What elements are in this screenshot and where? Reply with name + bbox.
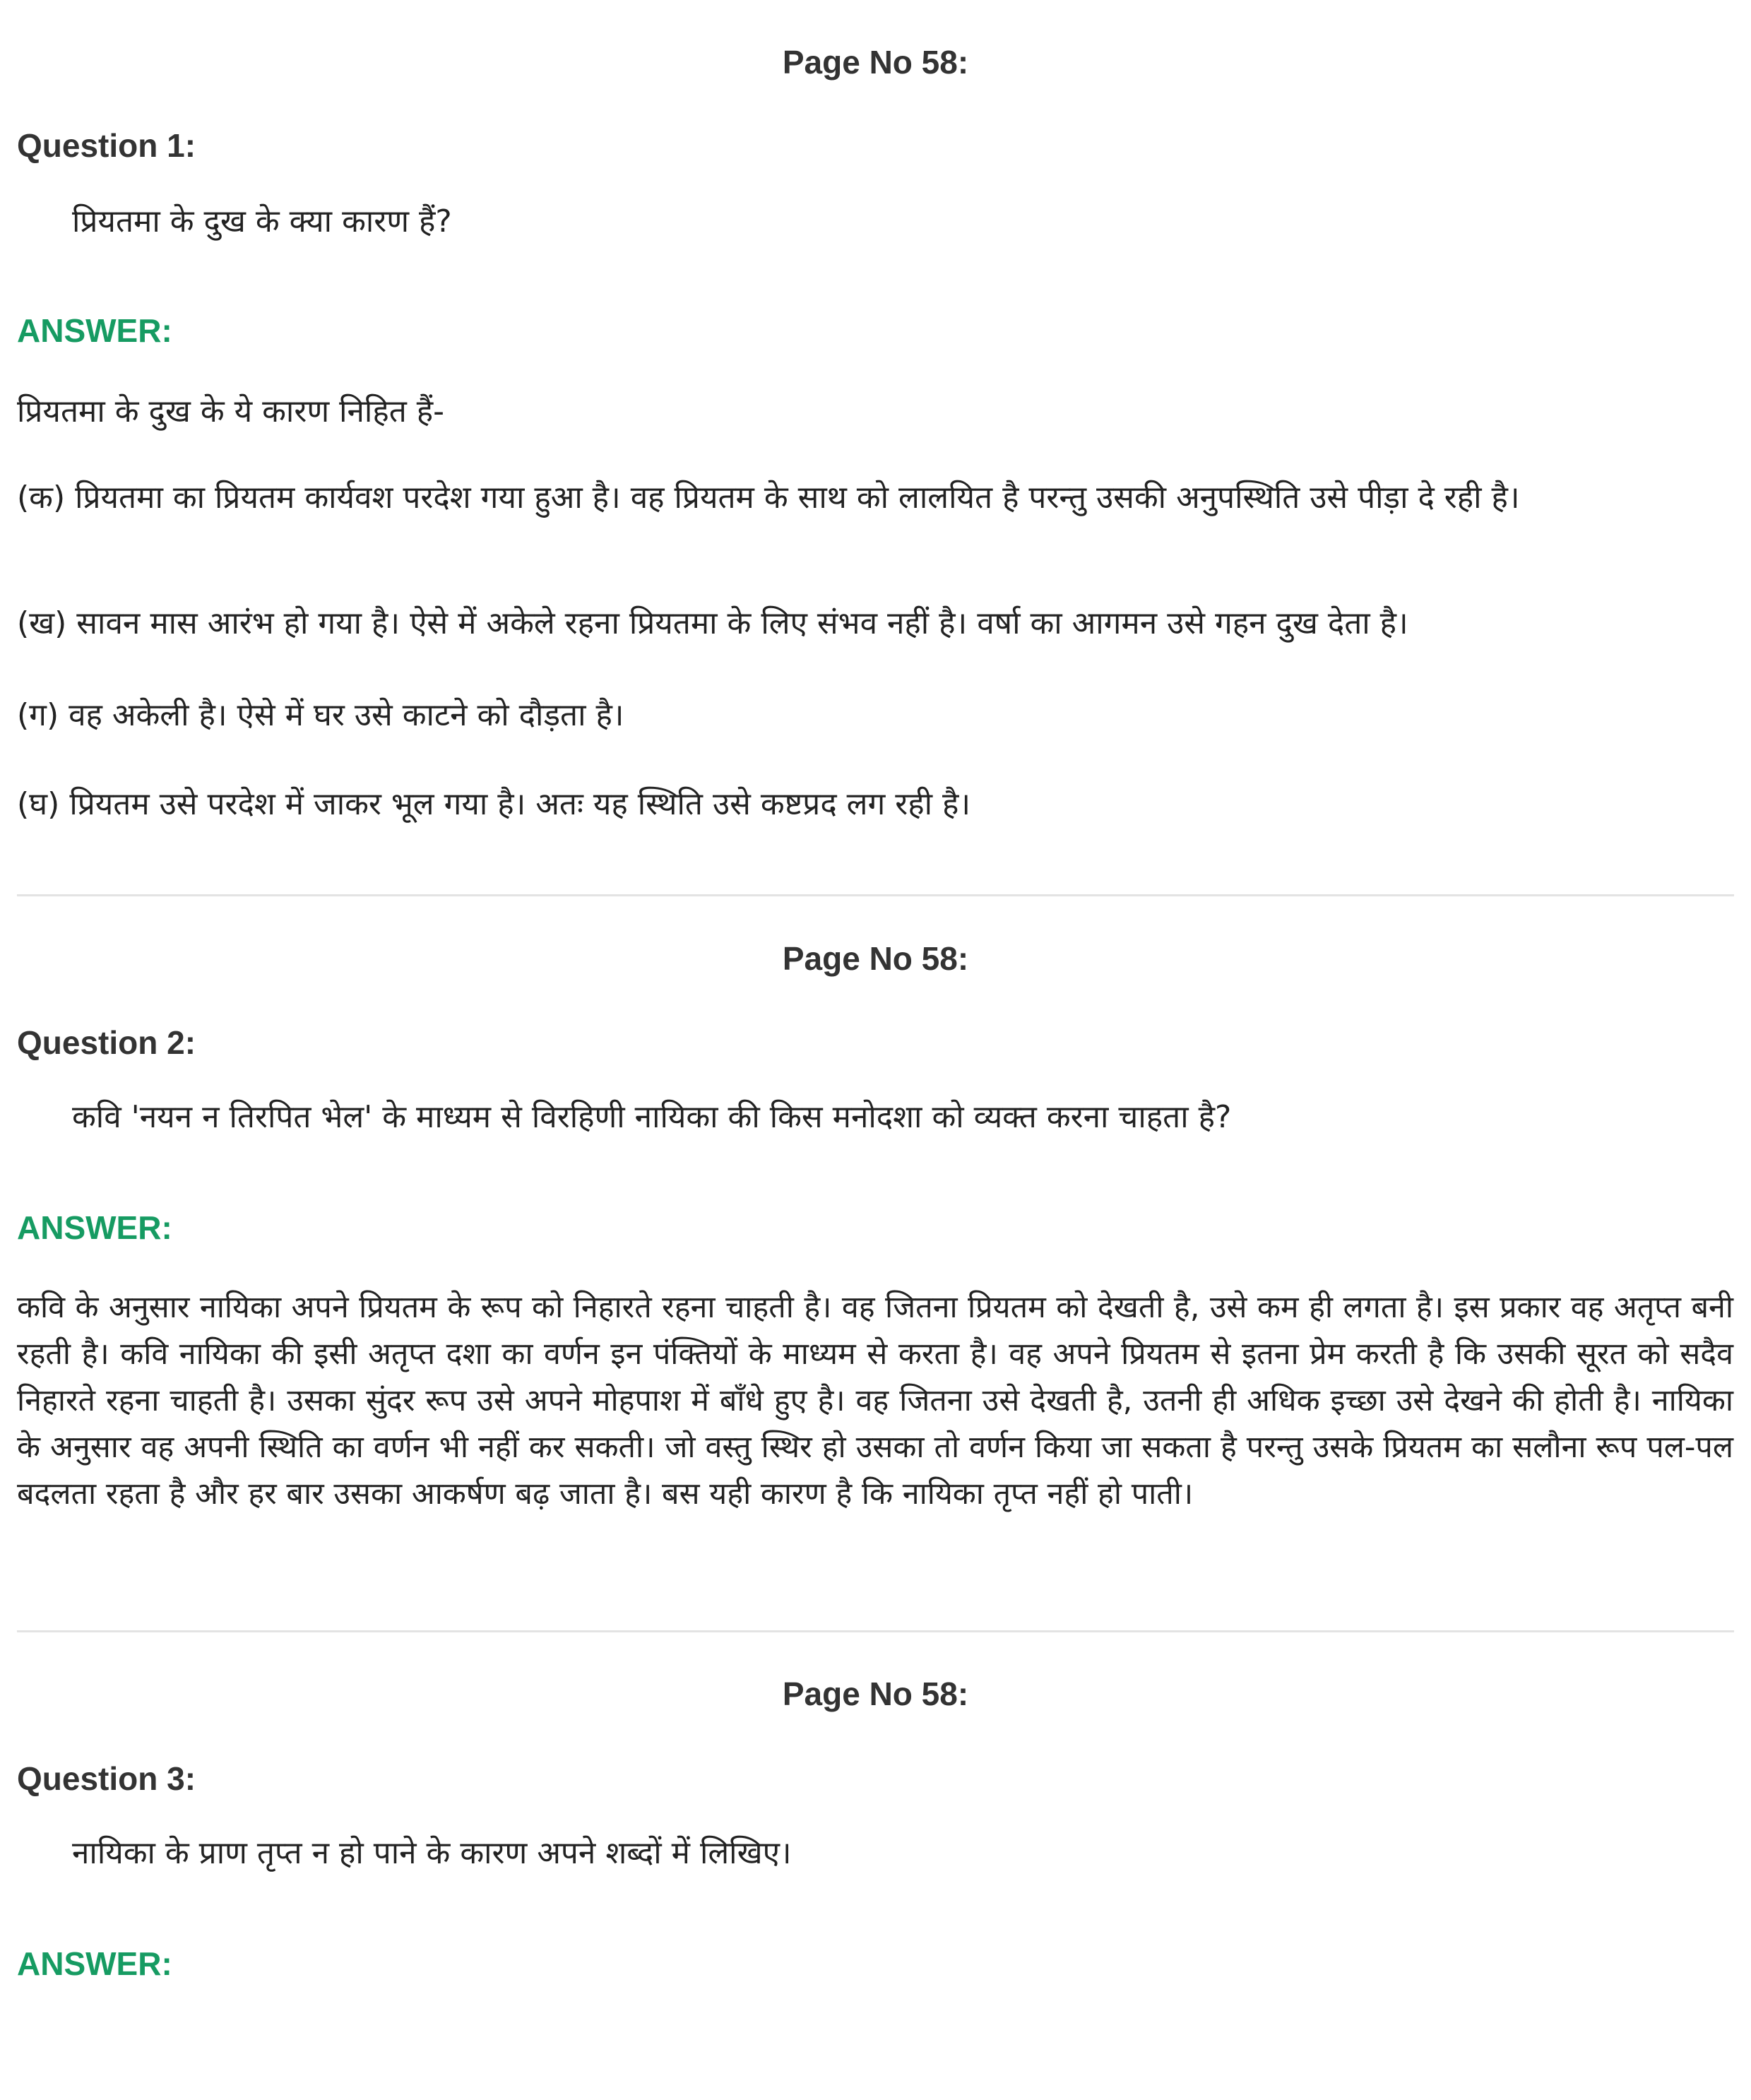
answer-line: प्रियतमा के दुख के ये कारण निहित हैं- (17, 393, 444, 429)
section-divider (17, 894, 1734, 896)
answer-line: (ख) सावन मास आरंभ हो गया है। ऐसे में अकेले रहना प्रियतमा के लिए संभव नहीं है। वर्षा का आगमन उसे गहन दुख देता है। (17, 605, 1408, 641)
answer-label: ANSWER: (17, 1209, 172, 1246)
answer-line: (ग) वह अकेली है। ऐसे में घर उसे काटने को दौड़ता है। (17, 697, 624, 733)
answer-label: ANSWER: (17, 312, 172, 349)
answer-label: ANSWER: (17, 1945, 172, 1982)
answer-paragraph: कवि के अनुसार नायिका अपने प्रियतम के रूप को निहारते रहना चाहती है। वह जितना प्रियतम को देखती है, उसे कम ही लगता है। इस प्रकार वह अतृप्त बनी रहती है। कवि नायिका की इसी अतृप्त दशा का वर्णन इन पंक्तियों के माध्यम से करता है। वह अपने प्रियतम से इतना प्रेम करती है कि उसकी सूरत को सदैव निहारते रहना चाहती है। उसका सुंदर रूप उसे अपने मोहपाश में बाँधे हुए है। वह जितना उसे देखती है, उतनी ही अधिक इच्छा उसे देखने की होती है। नायिका के अनुसार वह अपनी स्थिति का वर्णन भी नहीं कर सकती। जो वस्तु स्थिर हो उसका तो वर्णन किया जा सकता है परन्तु उसके प्रियतम का सलौना रूप पल-पल बदलता रहता है और हर बार उसका आकर्षण बढ़ जाता है। बस यही कारण है कि नायिका तृप्त नहीं हो पाती। (17, 1290, 1733, 1512)
question-text: कवि 'नयन न तिरपित भेल' के माध्यम से विरहिणी नायिका की किस मनोदशा को व्यक्त करना चाहता है? (72, 1099, 1232, 1135)
answer-line: (घ) प्रियतम उसे परदेश में जाकर भूल गया है। अतः यह स्थिति उसे कष्टप्रद लग रही है। (17, 786, 971, 822)
page-number-heading: Page No 58: (782, 44, 969, 81)
question-label: Question 3: (17, 1760, 196, 1797)
question-text: प्रियतमा के दुख के क्या कारण हैं? (72, 203, 452, 239)
page-number-heading: Page No 58: (782, 1675, 969, 1712)
section-divider (17, 1630, 1734, 1632)
answer-line: (क) प्रियतमा का प्रियतम कार्यवश परदेश गया हुआ है। वह प्रियतम के साथ को लालयित है परन्तु उसकी अनुपस्थिति उसे पीड़ा दे रही है। (17, 480, 1520, 516)
question-label: Question 1: (17, 127, 196, 164)
page-number-heading: Page No 58: (782, 940, 969, 977)
question-text: नायिका के प्राण तृप्त न हो पाने के कारण अपने शब्दों में लिखिए। (72, 1835, 792, 1871)
question-label: Question 2: (17, 1024, 196, 1061)
